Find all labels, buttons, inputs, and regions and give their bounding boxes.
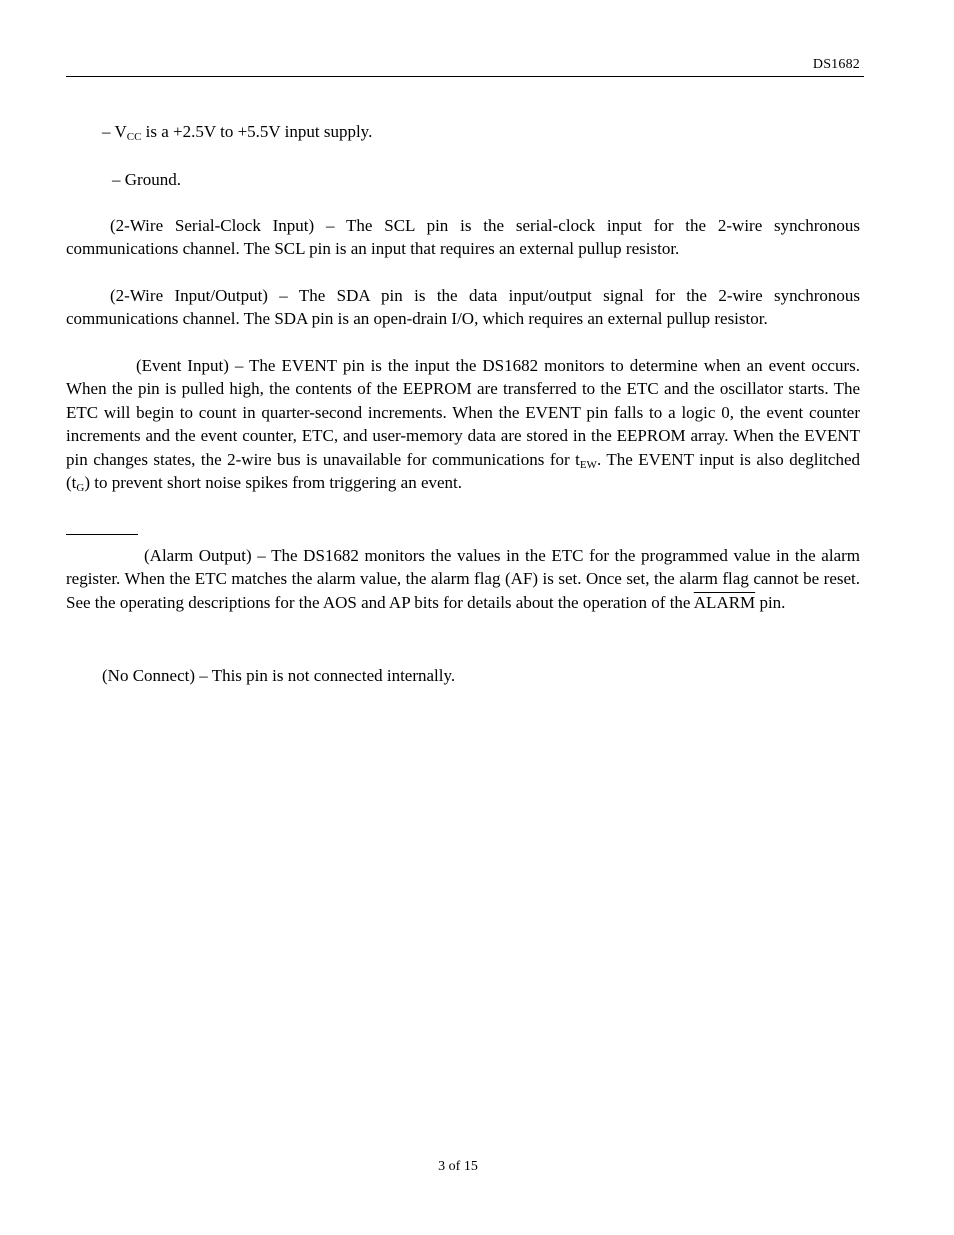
alarm-pin-name-overbar xyxy=(66,534,138,549)
pin-gnd-description: – Ground. xyxy=(112,170,181,189)
header-rule xyxy=(66,76,864,77)
page-number: 3 of 15 xyxy=(438,1159,478,1174)
pin-scl-description: (2-Wire Serial-Clock Input) – The SCL pin is the serial-clock input for the 2-wire synchronous communications channel. The SCL pin is an input that requires an external pullup resistor. xyxy=(66,216,860,259)
pin-sda-description: (2-Wire Input/Output) – The SDA pin is the data input/output signal for the 2-wire synchronous communications channel. The SDA pin is an open-drain I/O, which requires an external pullup resistor. xyxy=(66,286,860,329)
pin-alarm-description: (Alarm Output) – The DS1682 monitors the values in the ETC for the programmed value in the alarm register. When the ETC matches the alarm value, the alarm flag (AF) is set. Once set, the alarm flag cannot be reset. See the operating descriptions for the AOS and AP bits for details about the operation of the ALARM pin. xyxy=(66,544,860,614)
document-id: DS1682 xyxy=(812,57,860,72)
pin-nc-description: (No Connect) – This pin is not connected internally. xyxy=(102,666,456,685)
pin-event-description: (Event Input) – The EVENT pin is the input the DS1682 monitors to determine when an event occurs. When the pin is pulled high, the contents of the EEPROM are transferred to the ETC and the oscillator starts. The ETC will begin to count in quarter-second increments. When the EVENT pin falls to a logic 0, the event counter increments and the event counter, ETC, and user-memory data are stored in the EEPROM array. When the EVENT pin changes states, the 2-wire bus is unavailable for communications for $t_{EW}$. The EVENT input is also deglitched $(t_G)$ to prevent short noise spikes from triggering an event. xyxy=(66,356,860,495)
pin-vcc-description: – $V_{CC}$ is a +2.5V to +5.5V input supply. xyxy=(102,122,373,143)
alarm-signal-name: ALARM xyxy=(693,592,756,612)
